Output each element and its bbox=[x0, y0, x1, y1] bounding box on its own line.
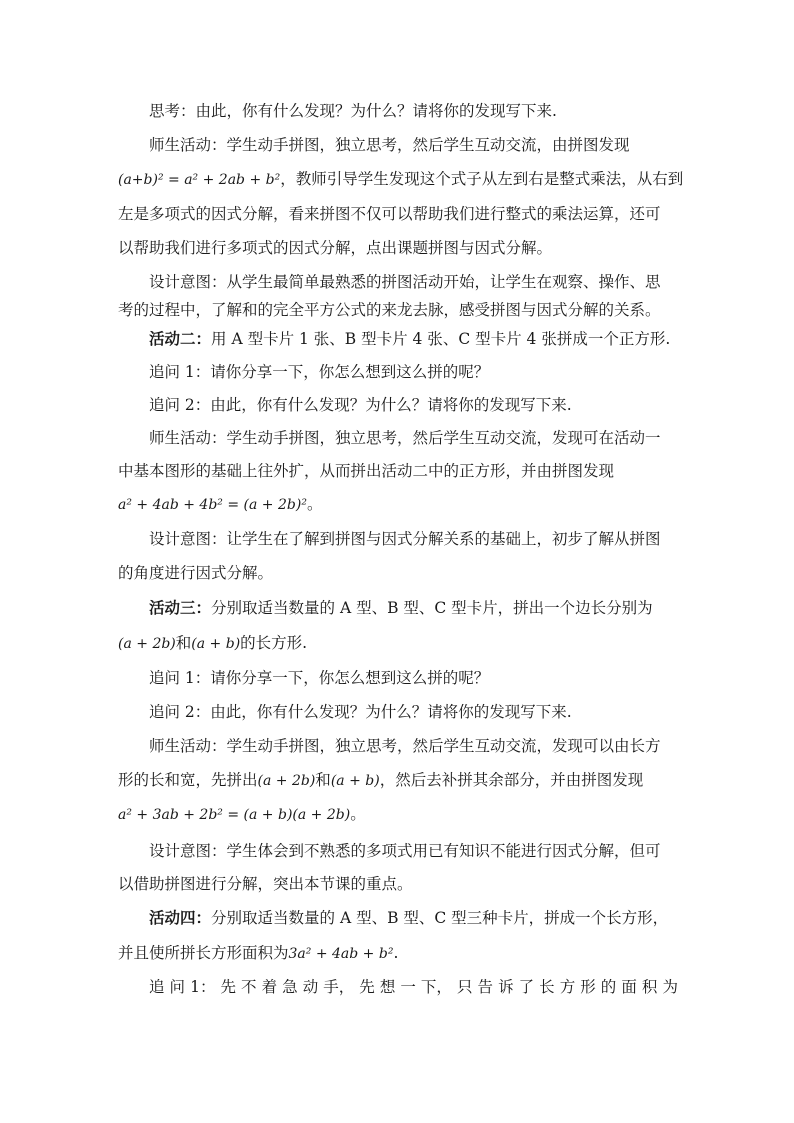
paragraph-line: 师生活动：学生动手拼图，独立思考，然后学生互动交流，由拼图发现 bbox=[149, 136, 630, 154]
text-fragment: 形 bbox=[580, 978, 596, 996]
formula: (a + 2b) bbox=[118, 636, 176, 652]
text-fragment: 追 bbox=[149, 978, 165, 996]
text-fragment: 急 bbox=[282, 978, 298, 996]
text-fragment: 不 bbox=[241, 978, 257, 996]
text-fragment: 1： bbox=[190, 978, 216, 996]
text-fragment: 诉 bbox=[498, 978, 514, 996]
paragraph-line: 追问 1：请你分享一下，你怎么想到这么拼的呢？ bbox=[149, 669, 490, 687]
paragraph-line: a² + 3ab + 2b² = (a + b)(a + 2b)。 bbox=[118, 805, 366, 823]
spread-line bbox=[149, 976, 678, 998]
text-fragment: 动 bbox=[302, 978, 319, 996]
formula: (a+b)² = a² + 2ab + b² bbox=[118, 172, 281, 188]
text-fragment: 手， bbox=[323, 978, 355, 996]
text-fragment: 先 bbox=[359, 978, 375, 996]
paragraph-line: 设计意图：让学生在了解到拼图与因式分解关系的基础上，初步了解从拼图 bbox=[149, 530, 661, 548]
paragraph-line: (a + 2b)和(a + b)的长方形. bbox=[118, 634, 308, 652]
paragraph-line: 设计意图：从学生最简单最熟悉的拼图活动开始，让学生在观察、操作、思 bbox=[149, 273, 661, 291]
activity-heading: 活动二：用 A 型卡片 1 张、B 型卡片 4 张、C 型卡片 4 张拼成一个正方形. bbox=[149, 329, 671, 348]
paragraph-line: 左是多项式的因式分解，看来拼图不仅可以帮助我们进行整式的乘法运算，还可 bbox=[118, 205, 661, 223]
text-fragment: 着 bbox=[261, 978, 278, 996]
text-fragment: 长 bbox=[539, 978, 555, 996]
formula: a² + 3ab + 2b² = (a + b)(a + 2b) bbox=[118, 807, 351, 823]
paragraph-line: 的角度进行因式分解。 bbox=[118, 564, 274, 582]
activity-heading: 活动四：分别取适当数量的 A 型、B 型、C 型三种卡片，拼成一个长方形， bbox=[149, 908, 669, 927]
formula: (a + 2b) bbox=[257, 773, 316, 789]
text-fragment: 下， bbox=[420, 978, 452, 996]
paragraph-line: 中基本图形的基础上往外扩，从而拼出活动二中的正方形，并由拼图发现 bbox=[118, 462, 615, 480]
text-fragment: 想 bbox=[379, 978, 396, 996]
text-fragment: 只 bbox=[456, 978, 473, 996]
paragraph-line: 设计意图：学生体会到不熟悉的多项式用已有知识不能进行因式分解，但可 bbox=[149, 842, 661, 860]
text-fragment: 先 bbox=[220, 978, 237, 996]
text-fragment: 的 bbox=[600, 978, 617, 996]
text-fragment: 问 bbox=[169, 978, 186, 996]
text-fragment: 了 bbox=[518, 978, 535, 996]
paragraph-line: 形的长和宽，先拼出(a + 2b)和(a + b)，然后去补拼其余部分，并由拼图发现 bbox=[118, 771, 644, 789]
text-fragment: 方 bbox=[559, 978, 576, 996]
paragraph-line bbox=[149, 976, 709, 998]
formula: (a + b) bbox=[330, 773, 380, 789]
paragraph-line: 并且使所拼长方形面积为3a² + 4ab + b². bbox=[118, 944, 399, 962]
paragraph-line: a² + 4ab + 4b² = (a + 2b)²。 bbox=[118, 495, 323, 513]
paragraph-line: (a+b)² = a² + 2ab + b²，教师引导学生发现这个式子从左到右是整式乘法，从右到 bbox=[118, 170, 684, 188]
paragraph-line: 以借助拼图进行分解，突出本节课的重点。 bbox=[118, 875, 413, 893]
paragraph-line: 追问 2：由此，你有什么发现？为什么？请将你的发现写下来. bbox=[149, 703, 572, 721]
paragraph-line: 师生活动：学生动手拼图，独立思考，然后学生互动交流，发现可以由长方 bbox=[149, 737, 661, 755]
paragraph-line: 追问 2：由此，你有什么发现？为什么？请将你的发现写下来. bbox=[149, 396, 572, 414]
paragraph-line: 思考：由此，你有什么发现？为什么？请将你的发现写下来. bbox=[149, 102, 557, 120]
text-fragment: 面 bbox=[621, 978, 637, 996]
text-fragment: 告 bbox=[477, 978, 494, 996]
paragraph-line: 师生活动：学生动手拼图，独立思考，然后学生互动交流，发现可在活动一 bbox=[149, 429, 661, 447]
formula: 3a² + 4ab + b² bbox=[288, 946, 394, 962]
formula: (a + b) bbox=[191, 636, 241, 652]
text-fragment: 一 bbox=[400, 978, 416, 996]
text-fragment: 积 bbox=[641, 978, 658, 996]
text-fragment: 为 bbox=[662, 978, 678, 996]
formula: a² + 4ab + 4b² = (a + 2b)² bbox=[118, 497, 307, 513]
activity-heading: 活动三：分别取适当数量的 A 型、B 型、C 型卡片，拼出一个边长分别为 bbox=[149, 598, 653, 617]
paragraph-line: 追问 1：请你分享一下，你怎么想到这么拼的呢？ bbox=[149, 363, 490, 381]
paragraph-line: 以帮助我们进行多项式的因式分解，点出课题拼图与因式分解。 bbox=[118, 239, 553, 257]
paragraph-line: 考的过程中，了解和的完全平方公式的来龙去脉，感受拼图与因式分解的关系。 bbox=[118, 301, 661, 319]
